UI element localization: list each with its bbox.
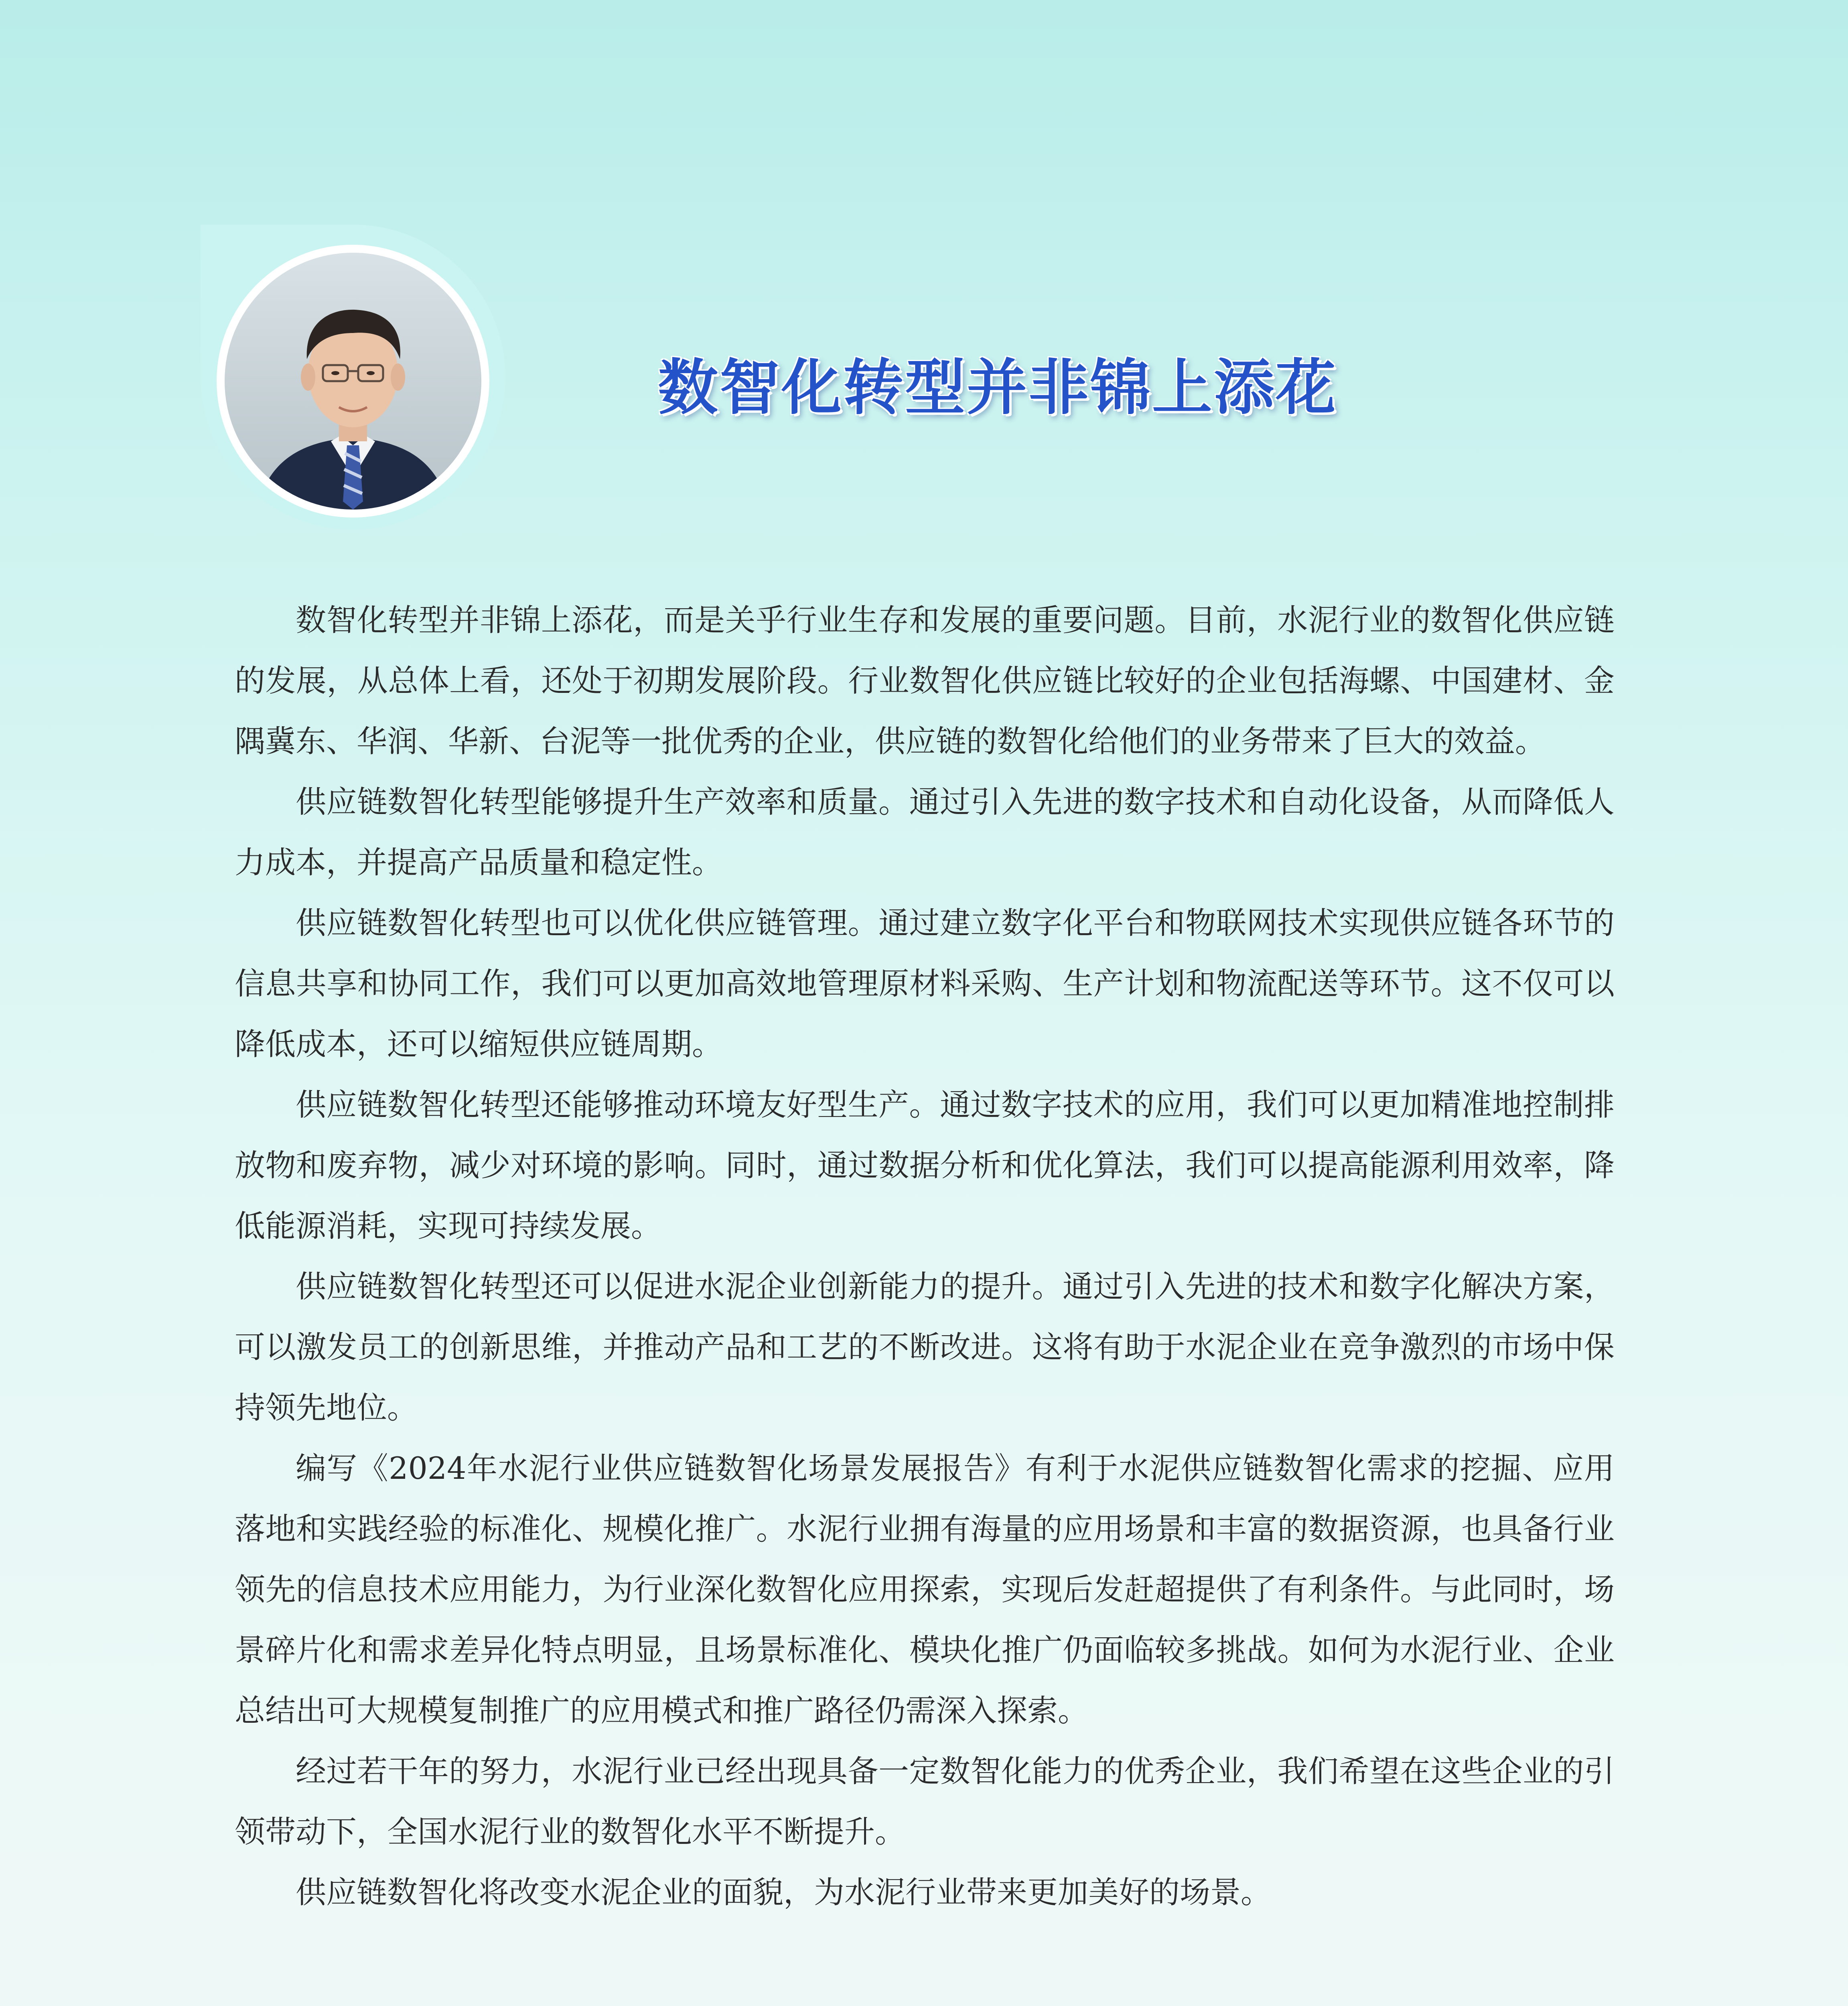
paragraph: 供应链数智化将改变水泥企业的面貌，为水泥行业带来更加美好的场景。 xyxy=(296,1874,1271,1910)
paragraph: 供应链数智化转型还可以促进水泥企业创新能力的提升。通过引入先进的技术和数字化解决方案，可以激发员工的创新思维，并推动产品和工艺的不断改进。这将有助于水泥企业在竞争激烈的市场中保持领先地位。 xyxy=(235,1269,1615,1425)
page-title: 数智化转型并非锦上添花 xyxy=(658,353,1338,423)
body-text xyxy=(235,590,1615,1923)
paragraph: 供应链数智化转型还能够推动环境友好型生产。通过数字技术的应用，我们可以更加精准地控制排放物和废弃物，减少对环境的影响。同时，通过数据分析和优化算法，我们可以提高能源利用效率，降低能源消耗，实现可持续发展。 xyxy=(235,1087,1615,1244)
paragraph: 数智化转型并非锦上添花，而是关乎行业生存和发展的重要问题。目前，水泥行业的数智化供应链的发展，从总体上看，还处于初期发展阶段。行业数智化供应链比较好的企业包括海螺、中国建材、金隅冀东、华润、华新、台泥等一批优秀的企业，供应链的数智化给他们的业务带来了巨大的效益。 xyxy=(235,602,1615,759)
paragraph: 编写《2024年水泥行业供应链数智化场景发展报告》有利于水泥供应链数智化需求的挖掘、应用落地和实践经验的标准化、规模化推广。水泥行业拥有海量的应用场景和丰富的数据资源，也具备行业领先的信息技术应用能力，为行业深化数智化应用探索，实现后发赶超提供了有利条件。与此同时，场景碎片化和需求差异化特点明显，且场景标准化、模块化推广仍面临较多挑战。如何为水泥行业、企业总结出可大规模复制推广的应用模式和推广路径仍需深入探索。 xyxy=(235,1450,1615,1728)
paragraph: 经过若干年的努力，水泥行业已经出现具备一定数智化能力的优秀企业，我们希望在这些企业的引领带动下，全国水泥行业的数智化水平不断提升。 xyxy=(235,1753,1615,1850)
portrait-photo-icon xyxy=(225,253,481,510)
paragraph: 供应链数智化转型也可以优化供应链管理。通过建立数字化平台和物联网技术实现供应链各环节的信息共享和协同工作，我们可以更加高效地管理原材料采购、生产计划和物流配送等环节。这不仅可以降低成本，还可以缩短供应链周期。 xyxy=(235,905,1615,1062)
paragraph: 供应链数智化转型能够提升生产效率和质量。通过引入先进的数字技术和自动化设备，从而降低人力成本，并提高产品质量和稳定性。 xyxy=(235,784,1615,880)
portrait-photo xyxy=(225,253,481,510)
